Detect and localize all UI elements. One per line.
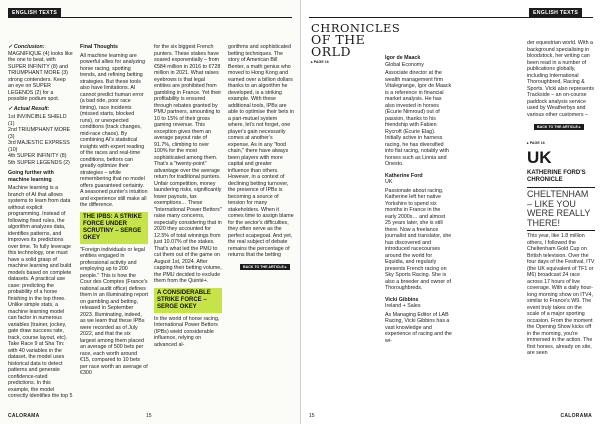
footer-brand: CALORAMA — [560, 413, 592, 419]
page-tag[interactable]: ▸ PAGE 16 — [527, 141, 545, 145]
page-tag[interactable]: ▸ PAGE 16 — [311, 60, 329, 64]
column-3 — [154, 44, 222, 400]
vicki-continued-text: der equestrian world. With a background specialising in bloodstock, her writing can been read in a number of publications globally, including International Thoroughbred, Racing & Sports. Vicki also represents Trackside – an on-course paddock analysis service used by Weatherbys and various other customers – — [527, 40, 595, 118]
page-number: 15 — [309, 413, 315, 419]
column-1 — [8, 44, 73, 400]
column-3-text: for the six biggest French punters. These stakes have soared exponentially – from €584 million in 2016 to €728 million in 2021. What raises eyebrows is that legal entities are prohibited from gambling in France. Yet their profitability is ensured through rebates granted by PMU partners, amounting to 10 to 15% of their gross gaming revenue. This exception gives them an average payout rate of 91.7%, climbing to over 100% for the most sophisticated among them. That's a "twenty-point" advantage over the average return for traditional punters. Unfair competition, money laundering risks, significantly lower payouts, tax exemptions… These "International Power Bettors" raise many concerns, especially considering that in 2020 they accounted for 12.5% of total winnings from just 10.07% of the stakes. That's what led the PMU to cut them out of the game on August 1st, 2024. After capping their betting volume, the PMU decided to exclude them from the Quinté+. — [154, 44, 222, 284]
result-item: 2nd TRIUMPHANT MORE (3) — [8, 127, 71, 140]
uk-chronicle — [527, 149, 595, 400]
chronicle-subhead: CHELTENHAM – LIKE YOU WERE REALLY THERE! — [527, 189, 591, 228]
logo-line-1: CHRONICLES — [311, 21, 401, 35]
column-4 — [228, 44, 294, 259]
final-thoughts-heading: Final Thoughts — [80, 44, 118, 50]
divider — [527, 187, 595, 188]
author-bio: Associate director at the wealth management firm Vitalegrange, Igor de Maack is a reference in financial market analysis. He has also invested in horses (Écurie Nimroud) out of passion, thanks to his friendship with Fabien Rycroft (Écurie Elag). Initially active in harness racing, he has diversified into flat racing, notably with horses such as Linnia and Onesto. — [385, 70, 452, 167]
ipbs-box-title: THE IPBS: A STRIKE FORCE UNDER SCRUTINY – SERGE OKEY — [80, 212, 148, 244]
ipbs-box-text: "Foreign individuals or legal entities engaged in professional activity and employing up to 200 people." This is how the Cour des Comptes (France's national audit office) defines them in an illuminating report on gambling and betting, released in September 2023. Illuminating, indeed, as we learn that these IPBs were recorded as of July 2022, and that the six largest among them placed an average of 500 bets per race, each worth around €15, compared to 10 bets per race worth an average of €300 — [80, 246, 148, 376]
column-2 — [80, 44, 148, 400]
final-thoughts-text: All machine learning are powerful allies for analyzing horse racing, spotting trends, and refining betting strategies. But these tools also have limitations. AI cannot predict human error (a bad ride, poor race timing), race incidents (missed starts, blocked runs), or unexpected conditions (track changes, mid-race chaos). By combining AI's statistical insights with expert reading of the races and real-time conditions, bettors can greatly optimize their strategies – while remembering that no model offers guaranteed certainty. A seasoned punter's intuition and experience still make all the difference. — [80, 52, 148, 208]
strike-force-box-title: A CONSIDERABLE STRIKE FORCE – SERGE OKEY — [154, 288, 222, 313]
uk-title: UK — [527, 149, 552, 167]
author-bio: As Managing Editor of LAB Racing, Vicki Gibbins has a vast knowledge and experience of racing and the wi- — [385, 311, 452, 344]
author-role: Global Economy — [385, 61, 424, 68]
back-to-article-button[interactable]: BACK TO THE ARTICLE ▸ — [240, 264, 290, 270]
section-tag: ENGLISH TEXTS — [8, 8, 61, 18]
result-item: 3rd MAJESTIC EXPRESS (10) — [8, 140, 70, 153]
column-4-text: gorithms and sophisticated betting techniques. The story of American Bill Benter, a math genius who moved to Hong Kong and earned over a billion dollars thanks to an algorithm he developed, is a striking example. With these additional tools, IPBs are able to optimise their bets in a pari-mutuel system where, let's not forget, one player's gain necessarily comes at another's expense. As in any "food chain," there have always been players with more capital and greater influence than others. However, in a context of declining betting turnover, the presence of IPBs is becoming a source of tension for many stakeholders. When it comes time to assign blame for the sector's difficulties, they often serve as the perfect scapegoat. And yet, the real subject of debate remains the percentage of returns that the betting — [228, 44, 294, 258]
back-to-article-button[interactable]: BACK TO THE ARTICLE ▸ — [534, 124, 584, 130]
logo-line-2: OF THE ORLD — [311, 32, 366, 59]
result-item: 1st INVINCIBLE SHIELD (1) — [8, 114, 67, 127]
right-page — [300, 0, 600, 424]
author-role: Ireland + Sales — [385, 303, 421, 309]
page-number: 15 — [146, 413, 152, 419]
author-name: Vicki Gibbins — [385, 296, 419, 303]
section-tag: ENGLISH TEXTS — [529, 8, 582, 18]
footer-brand: CALORAMA — [8, 413, 40, 419]
author-role: UK — [385, 179, 393, 185]
result-item: 4th SUPER INFINITY (8) — [8, 153, 67, 159]
section-heading: Going further with machine learning — [8, 170, 54, 183]
vicki-continued — [527, 40, 595, 118]
author-bio: Passionate about racing, Katherine left her native Yorkshire to spend six months in France in the early 2000s… and almost 25 years later, she is still there. Now a freelance journalist and translator, she has discovered and introduced racecourses around the world for Equidia, and regularly presents French racing on Sky Sports Racing. She is also a breeder and owner of Thoroughbreds. — [385, 187, 452, 291]
conclusion-text: MAGNIFIQUE (4) looks like the one to beat, with SUPER INFINITY (8) and TRIUMPHANT MORE (3) strong contenders. Keep an eye on SUPER LEGENDS (2) for a possible podium spot. — [8, 50, 73, 102]
result-label: ✓ Actual Result: — [8, 105, 50, 112]
chronicle-title: KATHERINE FORD'S CHRONICLE — [527, 170, 586, 183]
chronicle-body: This year, like 1.8 million others, I followed the Cheltenham Gold Cup on British television. Over the four days of the Festival, ITV (the UK equivalent of TF1 or M6) broadcast 24 race across 17 hours of live coverage. With a daily hour-long morning show on ITV4, similar to France's W9. The event truly takes on the scale of a major sporting occasion. From the moment the Opening Show kicks off in the morning, you're immersed in the action. The first horses, already on site, are seen — [527, 233, 595, 356]
author-name: Igor de Maack — [385, 55, 421, 61]
strike-force-text: In the world of horse racing, International Power Bettors (IPBs) wield considerable influence, relying on advanced al- — [154, 315, 220, 348]
author-name: Katherine Ford — [385, 172, 423, 179]
header-rule — [8, 17, 292, 18]
conclusion-label: ✓ Conclusion: — [8, 44, 45, 50]
body-text: Machine learning is a branch of AI that allows systems to learn from data without explicit programming. Instead of following fixed rules, the algorithm analyzes data, identifies patterns, and improves its predictions over time. To fully leverage this technology, one must have a solid grasp of machine learning and build models based on complete datasets. A practical use case: predicting the probability of a horse finishing in the top three. Unlike simple stats, a machine learning model can factor in numerous variables (trainer, jockey, gate draw success rate, track, course layout, etc). Take Race 9 at Sha Tin: with 40 variables in the dataset, the model uses historical data to detect patterns and generate confidence-rated predictions. In this example, the model correctly identifies the top 5 — [8, 185, 73, 399]
chronicles-logo — [311, 21, 401, 59]
authors-column — [385, 55, 452, 400]
divider — [527, 230, 595, 231]
result-item: 5th SUPER LEGENDS (2) — [8, 159, 70, 166]
